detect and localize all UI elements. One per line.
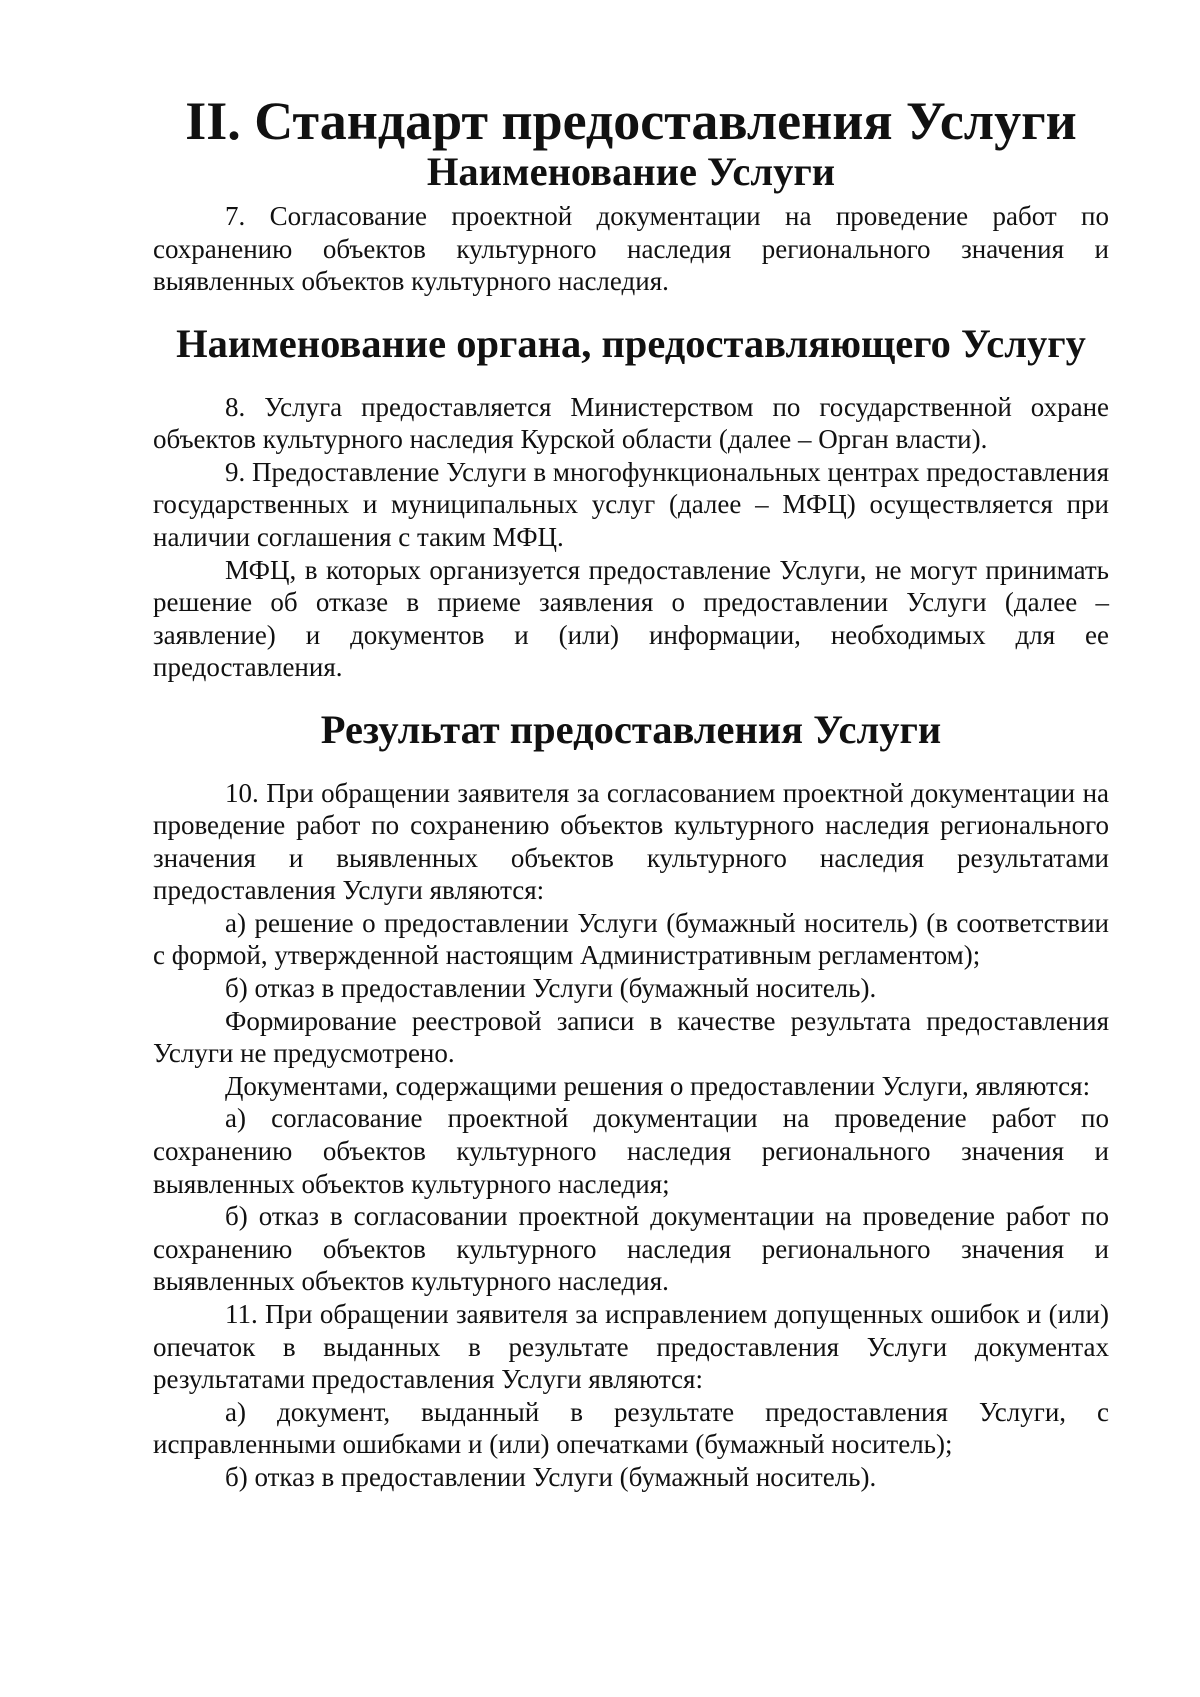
paragraph-10-registry: Формирование реестровой записи в качестве результата предоставления Услуги не предусмотрено. [153, 1005, 1109, 1069]
paragraph-11-a: а) документ, выданный в результате предоставления Услуги, с исправленными ошибками и (или) опечатками (бумажный носитель); [153, 1396, 1109, 1460]
heading-service-name: Наименование Услуги [426, 148, 836, 194]
paragraph-11-b: б) отказ в предоставлении Услуги (бумажный носитель). [225, 1461, 877, 1492]
paragraph-10: 10. При обращении заявителя за согласованием проектной документации на проведение работ по сохранению объектов культурного наследия регионального значения и выявленных объектов культурного наследия результатами предоставления Услуги являются: [153, 777, 1109, 906]
paragraph-10-b: б) отказ в предоставлении Услуги (бумажный носитель). [225, 973, 877, 1004]
paragraph-8: 8. Услуга предоставляется Министерством по государственной охране объектов культурного наследия Курской области (далее – Орган власти). [153, 391, 1109, 455]
paragraph-10-docs-a: а) согласование проектной документации на проведение работ по сохранению объектов культурного наследия регионального значения и выявленных объектов культурного наследия; [153, 1103, 1109, 1199]
paragraph-10-docs-b: б) отказ в согласовании проектной документации на проведение работ по сохранению объектов культурного наследия регионального значения и выявленных объектов культурного наследия. [153, 1201, 1109, 1297]
paragraph-10-a: а) решение о предоставлении Услуги (бумажный носитель) (в соответствии с формой, утвержденной настоящим Административным регламентом); [153, 907, 1109, 971]
paragraph-10-docs: Документами, содержащими решения о предоставлении Услуги, являются: [225, 1070, 1091, 1101]
paragraph-9: 9. Предоставление Услуги в многофункциональных центрах предоставления государственных и муниципальных услуг (далее – МФЦ) осуществляется при наличии соглашения с таким МФЦ. [153, 456, 1109, 552]
paragraph-9-mfc: МФЦ, в которых организуется предоставление Услуги, не могут принимать решение об отказе в приеме заявления о предоставлении Услуги (далее – заявление) и документов и (или) информации, необходимых для ее предоставления. [153, 554, 1109, 683]
paragraph-11: 11. При обращении заявителя за исправлением допущенных ошибок и (или) опечаток в выданных в результате предоставления Услуги документах результатами предоставления Услуги являются: [153, 1299, 1109, 1395]
heading-authority: Наименование органа, предоставляющего Услугу [176, 320, 1086, 366]
section-title: II. Стандарт предоставления Услуги [185, 91, 1077, 151]
document-page [153, 91, 1109, 1494]
paragraph-7: 7. Согласование проектной документации на проведение работ по сохранению объектов культурного наследия регионального значения и выявленных объектов культурного наследия. [153, 201, 1109, 297]
heading-result: Результат предоставления Услуги [320, 706, 942, 752]
